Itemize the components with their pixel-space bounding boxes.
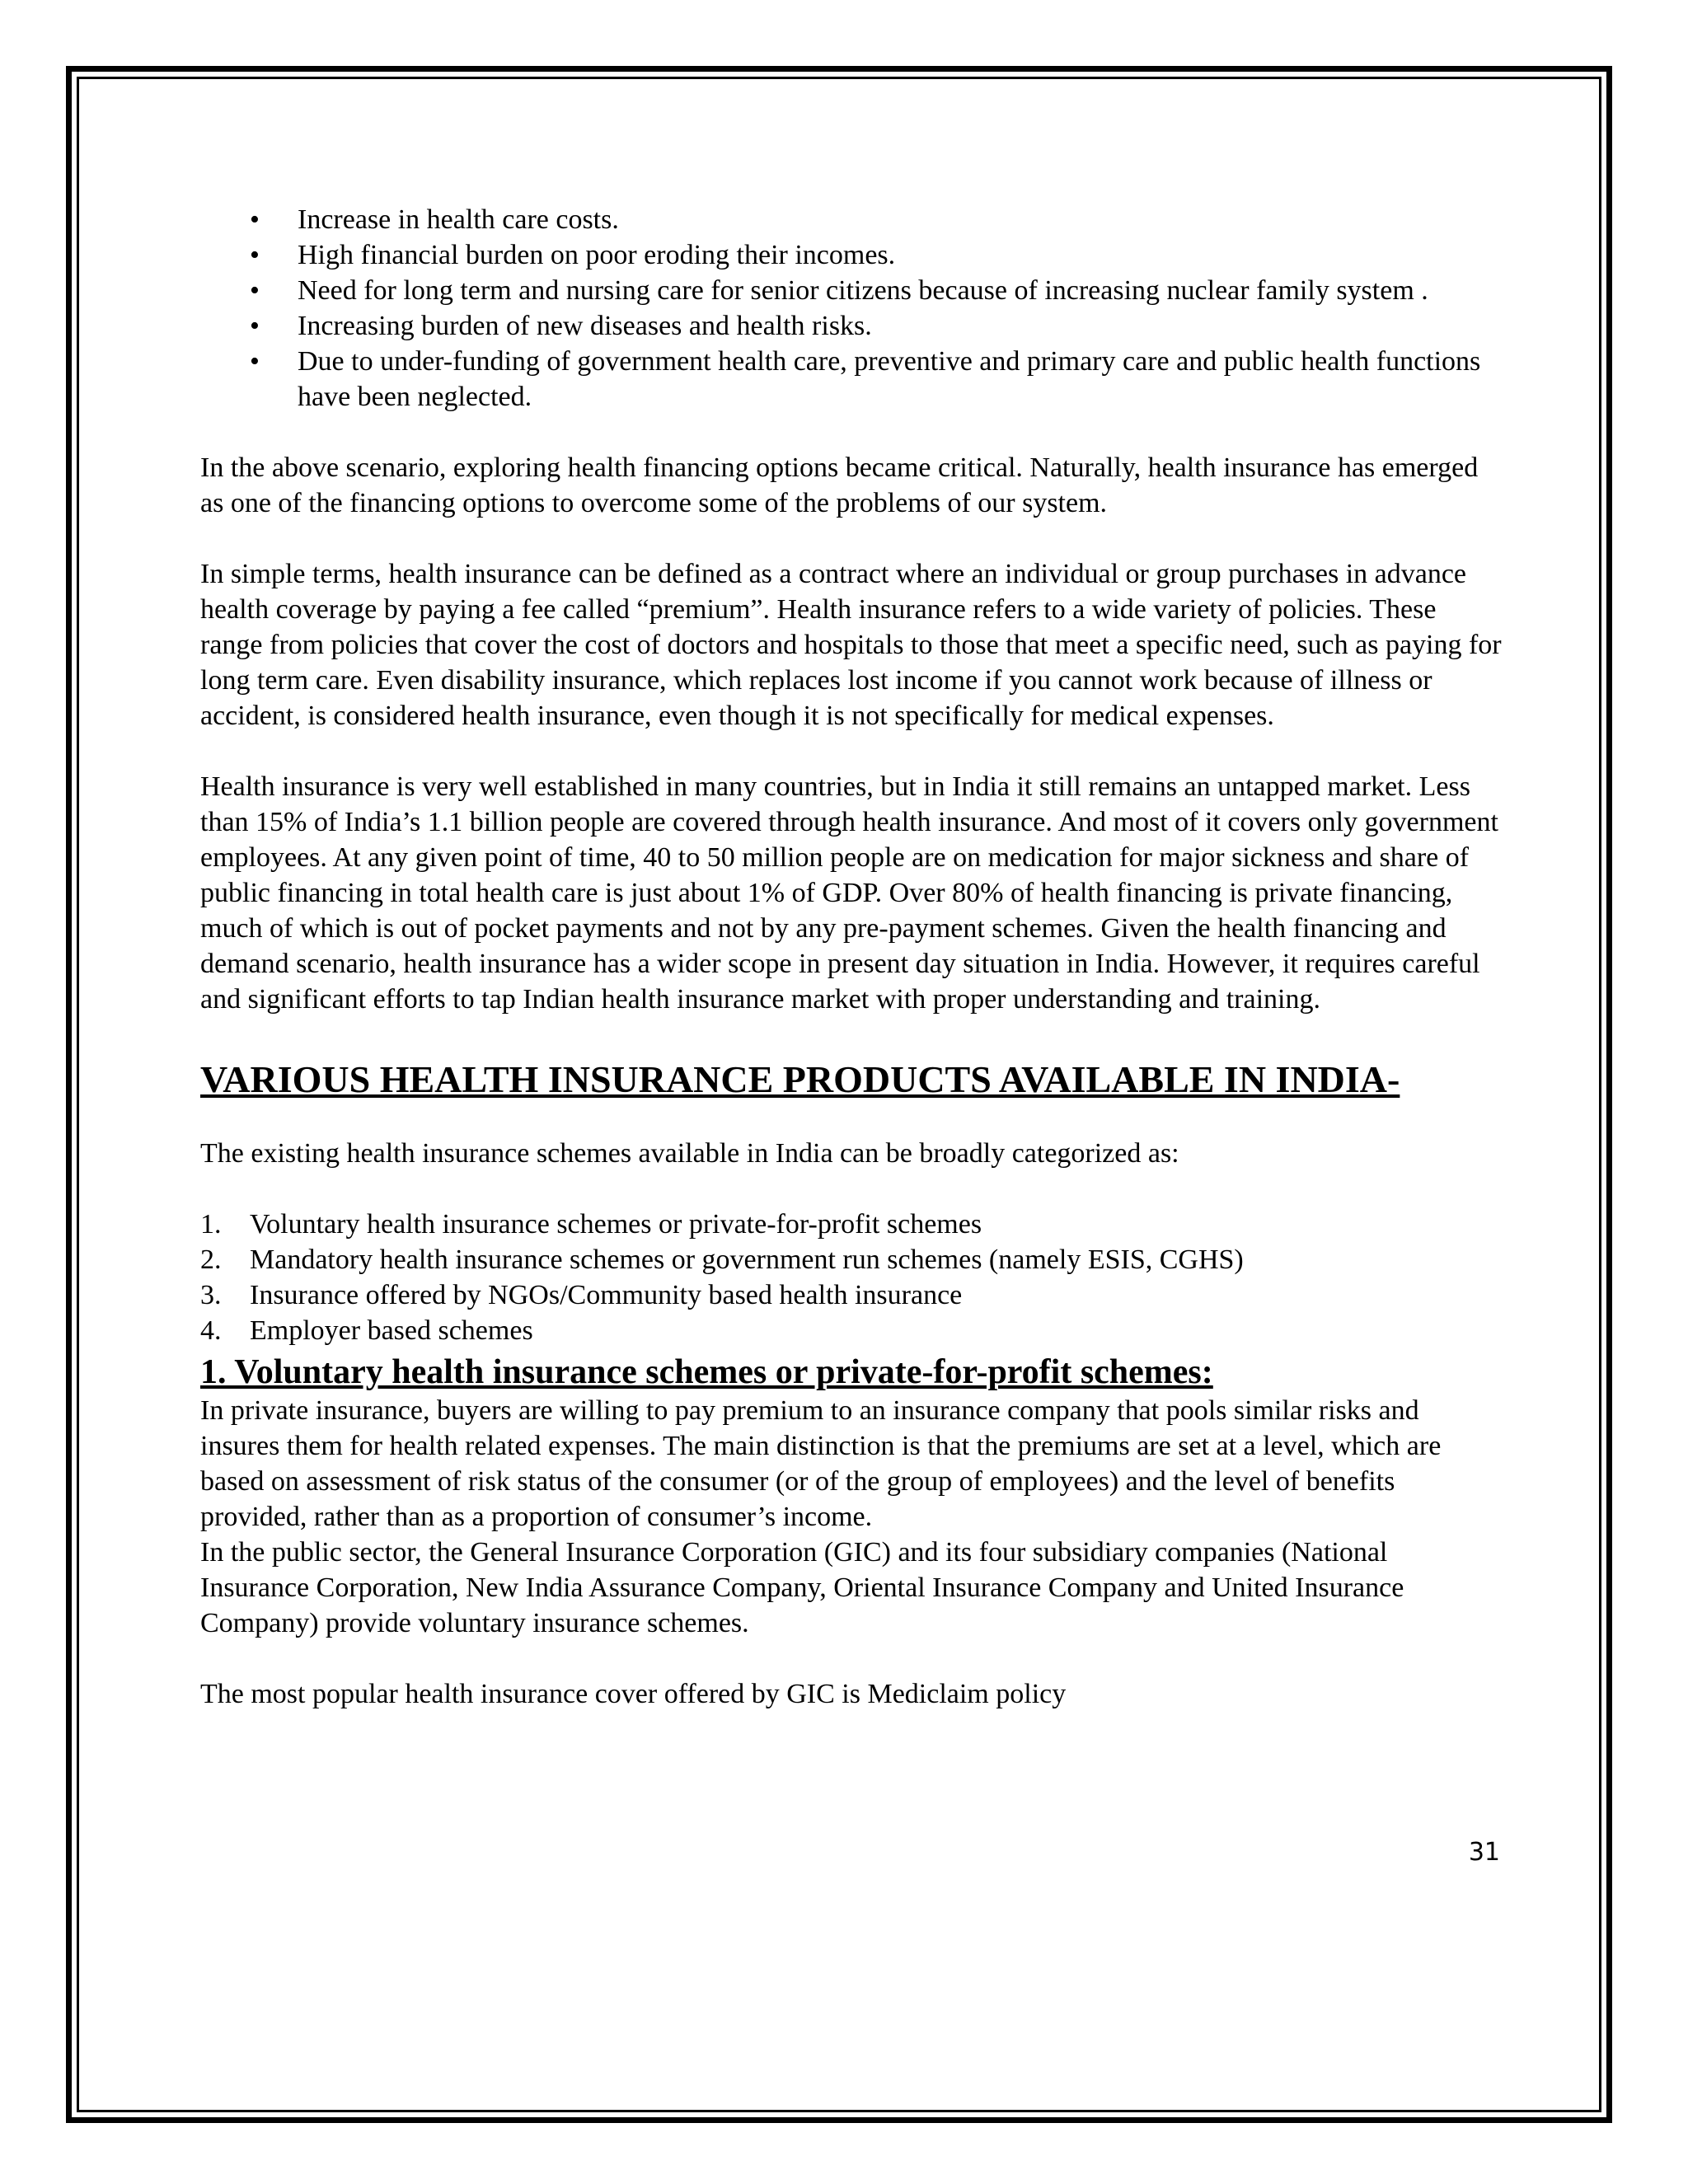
bullet-icon: • (250, 346, 260, 377)
bullet-list (200, 202, 1503, 415)
bullet-icon: • (250, 240, 260, 270)
bullet-icon: • (250, 204, 260, 235)
numbered-item: 2. Mandatory health insurance schemes or government run schemes (namely ESIS, CGHS) (200, 1244, 1244, 1275)
section-heading: VARIOUS HEALTH INSURANCE PRODUCTS AVAILABLE IN INDIA- (200, 1058, 1400, 1100)
numbered-item: 1. Voluntary health insurance schemes or private-for-profit schemes (200, 1209, 982, 1240)
page-number: 31 (1468, 1838, 1500, 1867)
bullet-item: • Due to under-funding of government health care, preventive and primary care and public health functions have been neglected. (200, 344, 1503, 415)
paragraph-scenario: In the above scenario, exploring health financing options became critical. Naturally, health insurance has emerged as one of the financing options to overcome some of the problems of our system. (200, 452, 1479, 518)
intro-text: The existing health insurance schemes available in India can be broadly categorized as: (200, 1138, 1179, 1169)
document-body (200, 202, 1503, 1712)
numbered-item: 4. Employer based schemes (200, 1315, 533, 1346)
bullet-icon: • (250, 311, 260, 341)
bullet-item: • Increasing burden of new diseases and health risks. (200, 308, 1503, 344)
bullet-item: • Need for long term and nursing care for senior citizens because of increasing nuclear family system . (200, 273, 1503, 308)
numbered-list (200, 1207, 1503, 1348)
bullet-item: • Increase in health care costs. (200, 202, 1503, 237)
paragraph-definition: In simple terms, health insurance can be defined as a contract where an individual or group purchases in advance health coverage by paying a fee called “premium”. Health insurance refers to a wide variety of policies. These range from policies that cover the cost of doctors and hospitals to those that meet a specific need, such as paying for long term care. Even disability insurance, which replaces lost income if you cannot work because of illness or accident, is considered health insurance, even though it is not specifically for medical expenses. (200, 559, 1502, 731)
numbered-item: 3. Insurance offered by NGOs/Community based health insurance (200, 1280, 963, 1310)
paragraph-mediclaim: The most popular health insurance cover offered by GIC is Mediclaim policy (200, 1679, 1067, 1709)
bullet-item: • High financial burden on poor eroding their incomes. (200, 237, 1503, 273)
paragraph-india-market: Health insurance is very well established in many countries, but in India it still remains an untapped market. Less than 15% of India’s 1.1 billion people are covered through health insurance. And most of it covers only government employees. At any given point of time, 40 to 50 million people are on medication for major sickness and share of public financing in total health care is just about 1% of GDP. Over 80% of health financing is private financing, much of which is out of pocket payments and not by any pre-payment schemes. Given the health financing and demand scenario, health insurance has a wider scope in present day situation in India. However, it requires careful and significant efforts to tap Indian health insurance market with proper understanding and training. (200, 771, 1498, 1015)
bullet-icon: • (250, 275, 260, 306)
paragraph-public-sector: In the public sector, the General Insurance Corporation (GIC) and its four subsidiary companies (National Insurance Corporation, New India Assurance Company, Oriental Insurance Company and United Insurance Company) provide voluntary insurance schemes. (200, 1537, 1404, 1638)
subsection-heading: 1. Voluntary health insurance schemes or private-for-profit schemes: (200, 1353, 1213, 1391)
paragraph-private-insurance: In private insurance, buyers are willing to pay premium to an insurance company that pools similar risks and insures them for health related expenses. The main distinction is that the premiums are set at a level, which are based on assessment of risk status of the consumer (or of the group of employees) and the level of benefits provided, rather than as a proportion of consumer’s income. (200, 1395, 1442, 1532)
